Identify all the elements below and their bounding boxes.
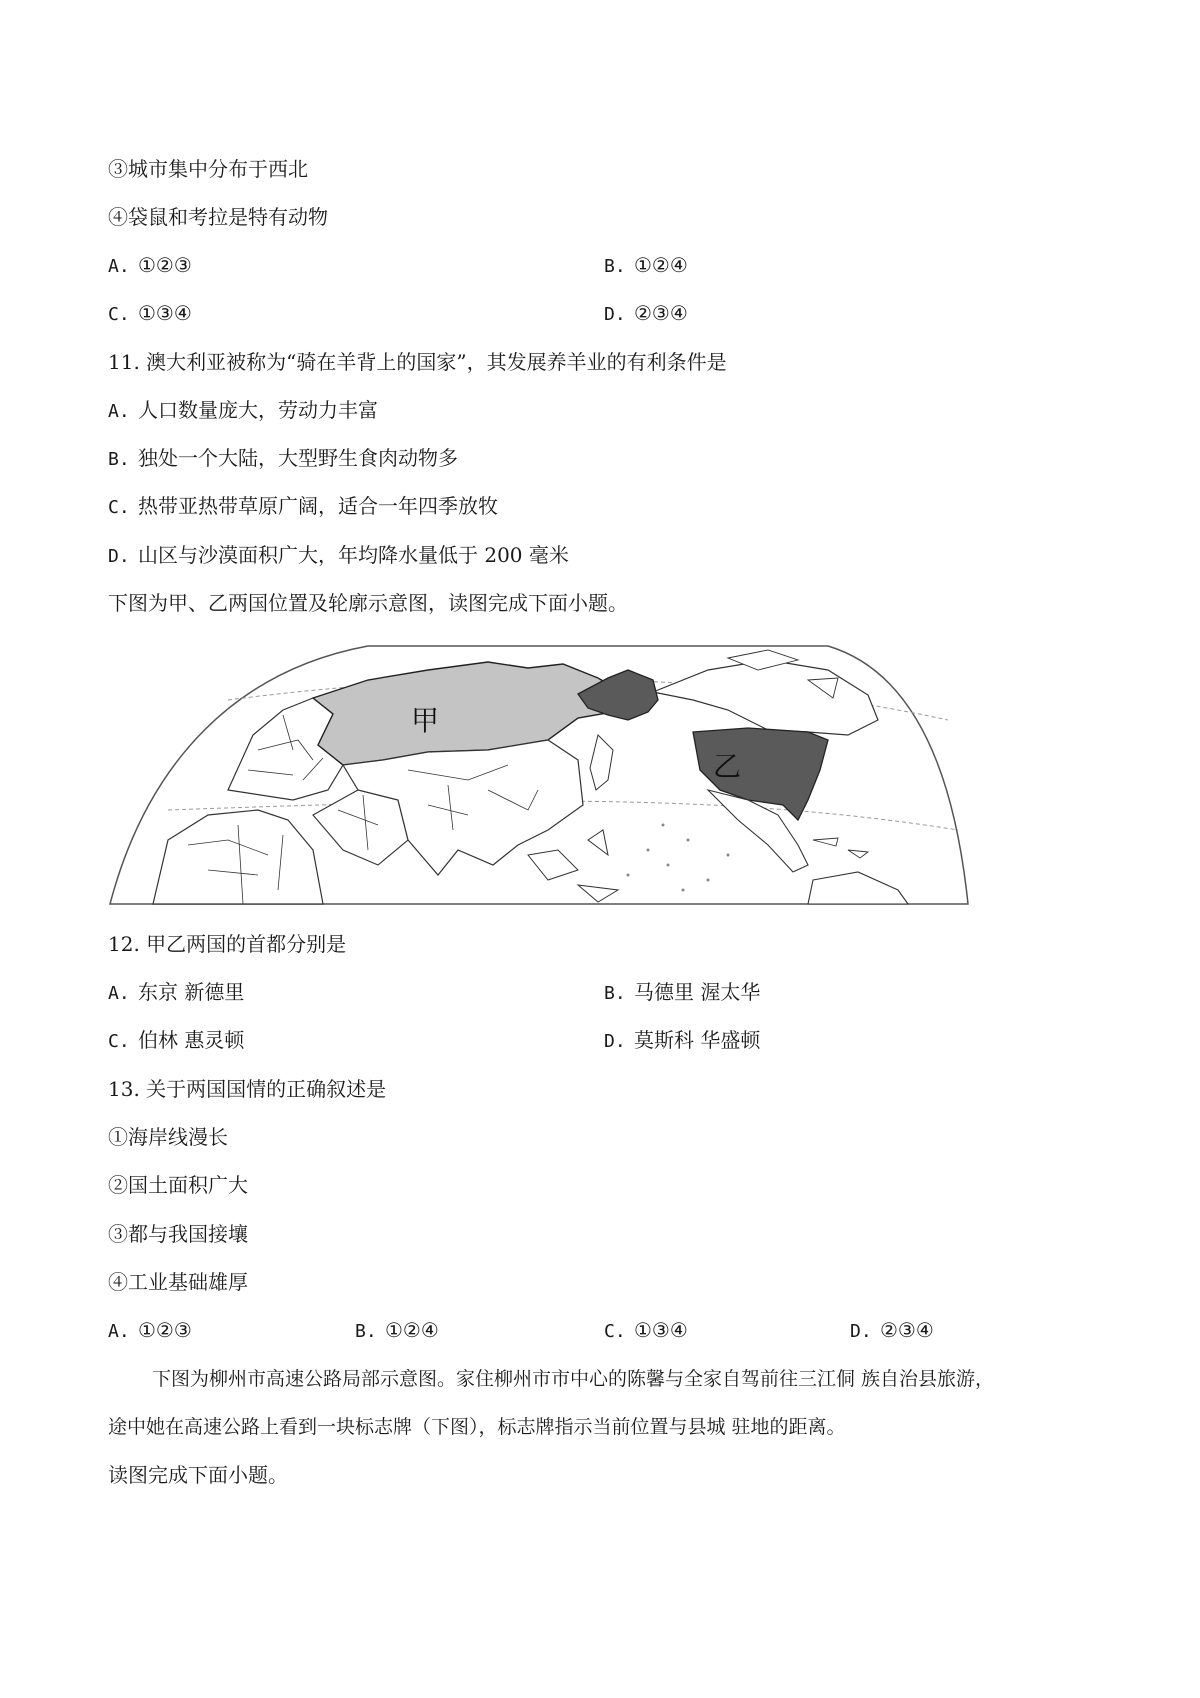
q13-option-c[interactable] <box>604 1318 688 1344</box>
q12-stem: 12. 甲乙两国的首都分别是 <box>108 932 347 956</box>
option-letter: A. <box>108 256 130 277</box>
option-letter: C. <box>108 497 130 518</box>
label-jia: 甲 <box>411 704 440 737</box>
q12-option-a[interactable] <box>108 980 244 1006</box>
q12-option-d[interactable] <box>604 1028 760 1054</box>
option-text: 东京 新德里 <box>138 980 245 1004</box>
option-letter: D. <box>850 1321 872 1342</box>
q13-stem: 13. 关于两国国情的正确叙述是 <box>108 1077 387 1101</box>
option-text: 人口数量庞大，劳动力丰富 <box>138 398 378 422</box>
option-letter: C. <box>604 1321 626 1342</box>
option-text: 伯林 惠灵顿 <box>138 1028 245 1052</box>
q10-item-4: ④袋鼠和考拉是特有动物 <box>108 205 328 229</box>
q11-stem: 11. 澳大利亚被称为“骑在羊背上的国家”，其发展养羊业的有利条件是 <box>108 350 727 374</box>
option-letter: A. <box>108 1321 130 1342</box>
option-text: ①③④ <box>634 1318 688 1342</box>
option-text: ①②③ <box>138 1318 192 1342</box>
option-letter: C. <box>108 1031 130 1052</box>
q13-option-b[interactable] <box>355 1318 439 1344</box>
q11-option-b[interactable] <box>108 446 458 472</box>
q12-option-c[interactable] <box>108 1028 244 1054</box>
liuzhou-paragraph-2: 途中她在高速公路上看到一块标志牌（下图），标志牌指示当前位置与县城 驻地的距离。 <box>108 1416 846 1438</box>
option-text: 马德里 渥太华 <box>634 980 761 1004</box>
q13-item-2: ②国土面积广大 <box>108 1173 248 1197</box>
label-yi: 乙 <box>713 750 742 783</box>
option-letter: D. <box>604 304 626 325</box>
q13-option-d[interactable] <box>850 1318 934 1344</box>
option-text: ①③④ <box>138 301 192 325</box>
option-letter: D. <box>108 546 130 567</box>
q13-item-4: ④工业基础雄厚 <box>108 1270 248 1294</box>
q10-option-a[interactable] <box>108 253 192 279</box>
map-intro: 下图为甲、乙两国位置及轮廓示意图，读图完成下面小题。 <box>108 591 628 615</box>
option-letter: D. <box>604 1031 626 1052</box>
option-text: ①②③ <box>138 253 192 277</box>
option-text: 山区与沙漠面积广大，年均降水量低于 200 毫米 <box>138 543 569 567</box>
liuzhou-paragraph-1: 下图为柳州市高速公路局部示意图。家住柳州市市中心的陈馨与全家自驾前往三江侗 族自治县旅游， <box>152 1368 995 1390</box>
option-letter: C. <box>108 304 130 325</box>
q10-option-c[interactable] <box>108 301 192 327</box>
option-letter: B. <box>108 449 130 470</box>
option-text: 独处一个大陆，大型野生食肉动物多 <box>138 446 458 470</box>
option-text: ①②④ <box>385 1318 439 1342</box>
q10-item-3: ③城市集中分布于西北 <box>108 157 308 181</box>
option-text: ②③④ <box>880 1318 934 1342</box>
q11-option-d[interactable] <box>108 543 569 569</box>
q10-option-b[interactable] <box>604 253 688 279</box>
q13-option-a[interactable] <box>108 1318 192 1344</box>
option-letter: B. <box>604 256 626 277</box>
option-letter: A. <box>108 983 130 1004</box>
q12-option-b[interactable] <box>604 980 760 1006</box>
q11-option-c[interactable] <box>108 494 498 520</box>
q13-item-1: ①海岸线漫长 <box>108 1125 228 1149</box>
option-text: ①②④ <box>634 253 688 277</box>
option-letter: B. <box>604 983 626 1004</box>
option-text: 热带亚热带草原广阔，适合一年四季放牧 <box>138 494 498 518</box>
option-text: 莫斯科 华盛顿 <box>634 1028 761 1052</box>
q11-option-a[interactable] <box>108 398 378 424</box>
q10-option-d[interactable] <box>604 301 688 327</box>
option-text: ②③④ <box>634 301 688 325</box>
q13-item-3: ③都与我国接壤 <box>108 1222 248 1246</box>
liuzhou-paragraph-3: 读图完成下面小题。 <box>108 1463 288 1487</box>
world-map-figure <box>108 640 970 908</box>
option-letter: B. <box>355 1321 377 1342</box>
option-letter: A. <box>108 401 130 422</box>
